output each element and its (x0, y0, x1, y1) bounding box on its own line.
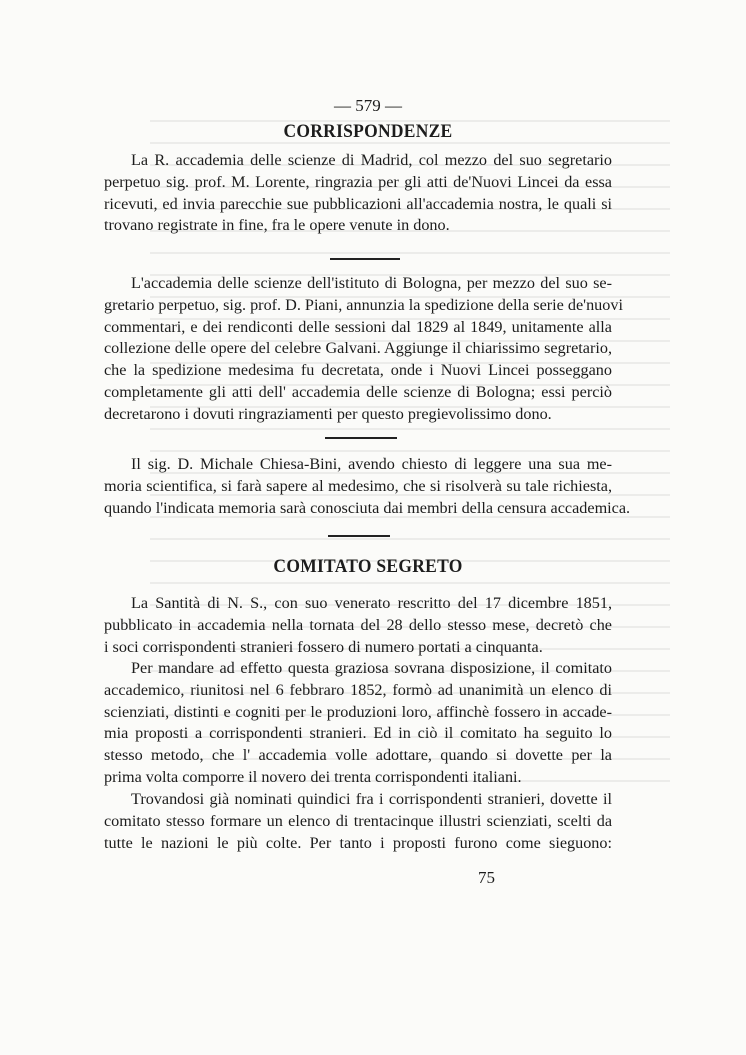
text-line: commentari, e dei rendiconti delle sessioni dal 1829 al 1849, unitamente alla (104, 317, 612, 336)
text-line: accademico, riunitosi nel 6 febbraro 1852, formò ad unanimità un elenco di (104, 680, 612, 699)
text-line: Il sig. D. Michale Chiesa-Bini, avendo chiesto di leggere una sua me- (131, 455, 612, 473)
divider-rule (330, 258, 400, 260)
text-line: tutte le nazioni le più colte. Per tanto i proposti furono come sieguono: (104, 833, 612, 852)
text-line: stesso metodo, che l' accademia volle adottare, quando si dovette per la (104, 746, 612, 765)
divider-rule (325, 437, 397, 439)
text-line: quando l'indicata memoria sarà conosciuta dai membri della censura accademica. (104, 498, 631, 517)
text-line: prima volta comporre il novero dei trenta corrispondenti italiani. (104, 767, 522, 786)
paragraph-bologna (104, 273, 623, 426)
text-line: collezione delle opere del celebre Galvani. Aggiunge il chiarissimo segretario, (104, 339, 612, 358)
page-number: — 579 — (334, 96, 402, 115)
divider-rule (328, 535, 390, 537)
text-line: comitato stesso formare un elenco di trentacinque illustri scienziati, scelti da (104, 811, 612, 830)
text-line: che la spedizione medesima fu decretata, onde i Nuovi Lincei posseggano (104, 361, 612, 380)
text-line: ricevuti, ed invia parecchie sue pubblicazioni all'accademia nostra, le quali si (104, 194, 612, 213)
text-line: L'accademia delle scienze dell'istituto di Bologna, per mezzo del suo se- (131, 274, 612, 292)
text-line: gretario perpetuo, sig. prof. D. Piani, annunzia la spedizione della serie de'nuovi (104, 295, 623, 314)
paragraph-madrid (104, 150, 612, 237)
text-line: scienziati, distinti e cogniti per le produzioni loro, affinchè fossero in accade- (104, 702, 612, 721)
text-line: mia proposti a corrispondenti stranieri. Ed in ciò il comitato ha seguito lo (104, 724, 612, 743)
text-line: La Santità di N. S., con suo venerato rescritto del 17 dicembre 1851, (131, 594, 612, 612)
text-line: pubblicato in accademia nella tornata del 28 dello stesso mese, decretò che (104, 615, 612, 634)
paragraph-trovandosi (104, 789, 612, 854)
section-title-comitato-segreto: COMITATO SEGRETO (273, 556, 463, 577)
section-title-corrispondenze: CORRISPONDENZE (283, 121, 453, 142)
text-line: perpetuo sig. prof. M. Lorente, ringrazia per gli atti de'Nuovi Lincei da essa (104, 172, 612, 191)
paragraph-chiesa-bini (104, 454, 631, 519)
text-line: moria scientifica, si farà sapere al medesimo, che si risolverà su tale richiesta, (104, 476, 612, 495)
paragraph-santita (104, 593, 612, 658)
paragraph-comitato (104, 658, 612, 789)
text-line: La R. accademia delle scienze di Madrid, col mezzo del suo segretario (131, 151, 612, 169)
text-line: completamente gli atti dell' accademia delle scienze di Bologna; essi perciò (104, 382, 612, 401)
signature-mark: 75 (478, 868, 495, 887)
text-line: decretarono i dovuti ringraziamenti per questo pregievolissimo dono. (104, 404, 552, 423)
text-line: Per mandare ad effetto questa graziosa sovrana disposizione, il comitato (131, 659, 612, 677)
text-line: Trovandosi già nominati quindici fra i corrispondenti stranieri, dovette il (131, 790, 612, 808)
text-line: i soci corrispondenti stranieri fossero di numero portati a cinquanta. (104, 637, 543, 656)
text-line: trovano registrate in fine, fra le opere venute in dono. (104, 216, 450, 235)
